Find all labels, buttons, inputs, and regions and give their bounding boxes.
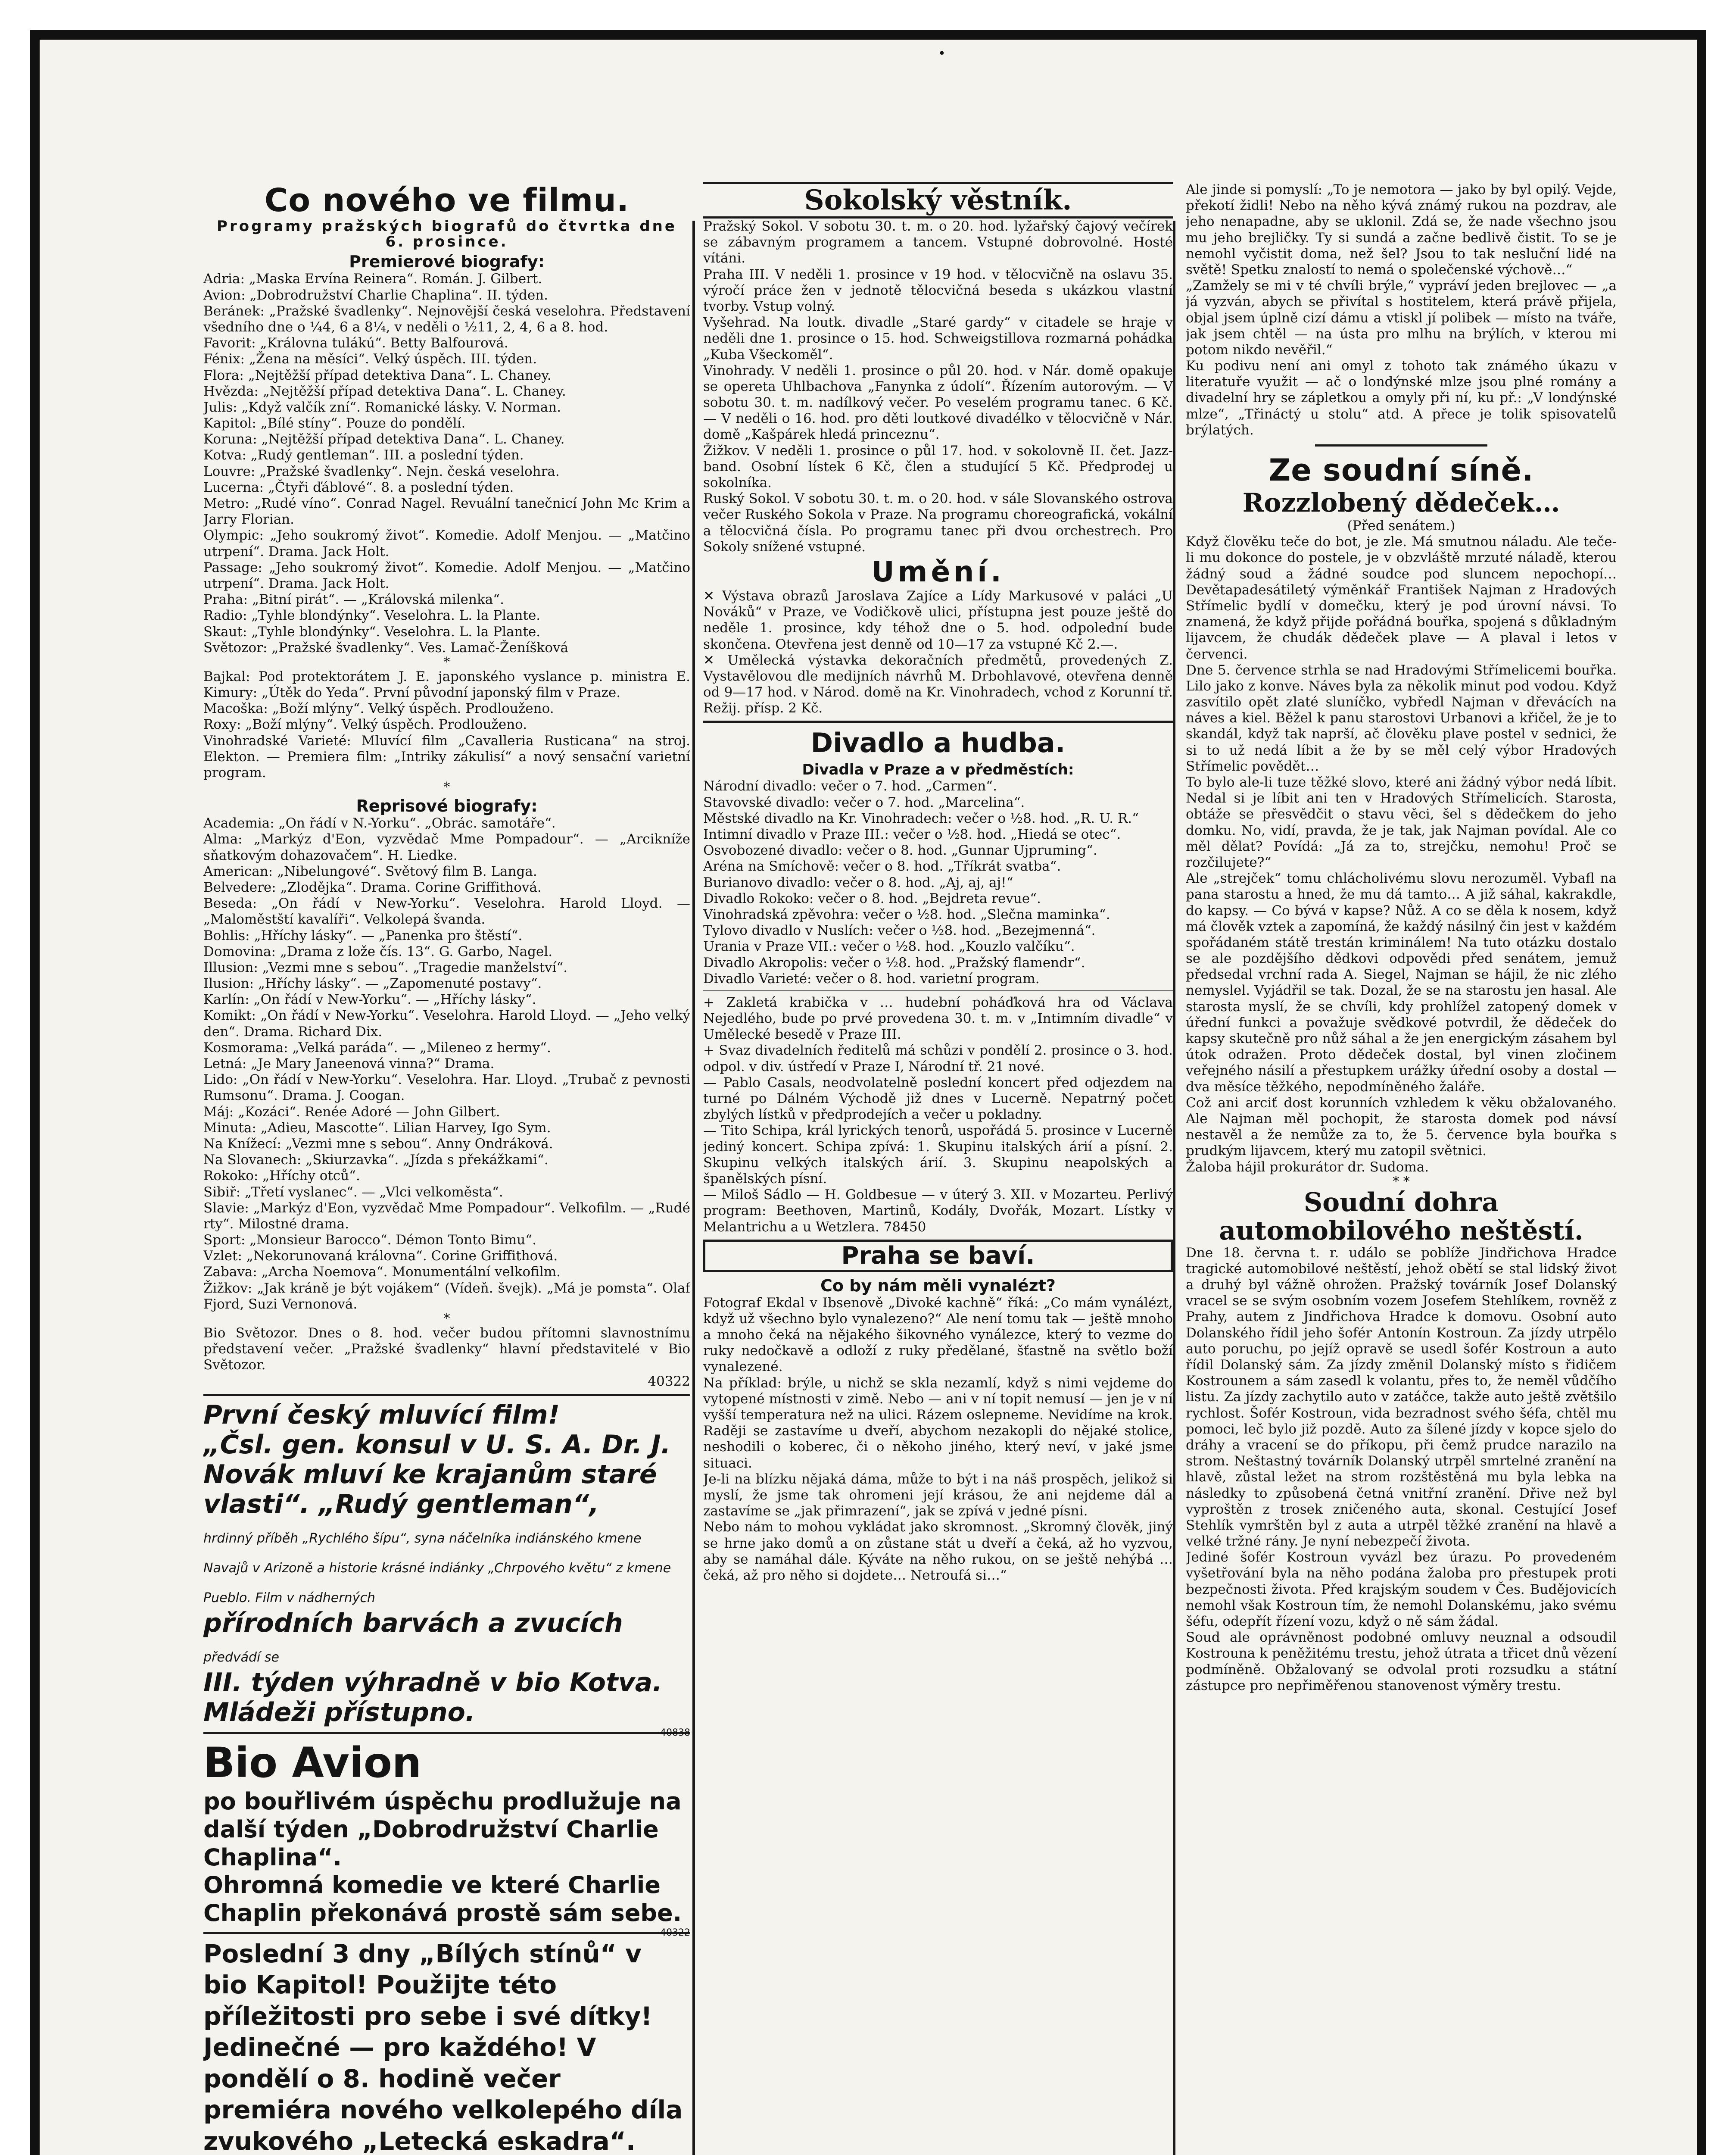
- list-item: Favorit: „Královna tulákú“. Betty Balfourová.: [203, 335, 508, 351]
- list-item: Illusion: „Vezmi mne s sebou“. „Tragedie manželství“.: [203, 959, 568, 975]
- separator-star: * *: [1393, 1174, 1410, 1189]
- ad-avion-line: Ohromná komedie ve které Charlie Chaplin překonává prostě sám sebe.: [203, 1871, 682, 1927]
- column-court: [1186, 182, 1617, 2155]
- divider: [203, 1932, 690, 1934]
- list-item: Ilusion: „Hříchy lásky“. — „Zapomenuté postavy“.: [203, 976, 542, 992]
- list-item: Minuta: „Adieu, Mascotte“. Lilian Harvey, Igo Sym.: [203, 1120, 551, 1136]
- list-item: Vinohradské Varieté: Mluvící film „Cavalleria Rusticana“ na stroj. Elekton. — Premiera film: „Intriky zákulisí“ a nový sensační varietní program.: [203, 733, 690, 781]
- list-item: Divadlo Rokoko: večer o 8. hod. „Bejdreta revue“.: [703, 890, 1041, 906]
- list-item: Roxy: „Boží mlýny“. Velký úspěch. Prodlouženo.: [203, 717, 527, 733]
- sokol-paragraph: Ruský Sokol. V sobotu 30. t. m. o 20. hod. v sále Slovanského ostrova večer Ruského Sokola v Praze. Na programu choreografická, vokální a tělocvičná čísla. Po programu tanec při dvou orchestrech. Pro Sokoly snížené vstupné.: [703, 491, 1173, 555]
- umeni-paragraph: ✕ Výstava obrazů Jaroslava Zajíce a Lídy Markusové v paláci „U Nováků“ v Praze, ve Vodičkově ulici, přístupna jest pouze ještě do neděle 1. prosince, kdy téhož dne o 5. hod. odpolední bude skončena. Otevřena jest denně od 10—17 za vstupné Kč 2.—.: [703, 588, 1173, 652]
- top-mark: •: [938, 46, 946, 61]
- music-paragraph: + Svaz divadelních ředitelů má schůzi v pondělí 2. prosince o 3. hod. odpol. v div. ústředí v Praze I, Národní tř. 21 nové.: [703, 1043, 1173, 1074]
- court-paragraph: Když člověku teče do bot, je zle. Má smutnou náladu. Ale teče-li mu dokonce do postele, je v obzvláště mrzuté náladě, kterou žádný soud a žádné soudce pod sluncem nepochopí… Devětapadesátiletý výměnkář František Najman z Hradových Střímelic bydlí v domečku, který je pod úrovní návsi. To znamená, že když přijde pořádná bouřka, spojená s důkladným lijavcem, že chudák dědeček plave — A plaval i letos v červenci.: [1186, 534, 1617, 662]
- divider: [203, 1732, 690, 1734]
- list-item: American: „Nibelungové“. Světový film B. Langa.: [203, 863, 537, 879]
- auto-paragraph: Jediné šofér Kostroun vyvázl bez úrazu. Po provedeném vyšetřování byla na něho podána žaloba pro přestupek proti bezpečnosti života. Před krajským soudem v Čes. Budějovicích nemohl však Kostroun tím, že nemohl Dolanskému, jako svému šéfu, odepřít řízení vozu, když o ně sám žádal.: [1186, 1549, 1617, 1629]
- ad-avion: [203, 1738, 690, 1938]
- list-item: Zabava: „Archa Noemova“. Monumentální velkofilm.: [203, 1264, 561, 1280]
- ad-kotva-youth: Mládeži přístupno.: [203, 1697, 475, 1727]
- sokol-paragraph: Vinohrady. V neděli 1. prosince o půl 20. hod. v Nár. domě opakuje se opereta Uhlbachova „Fanynka z údolí“. Řízením autorovým. — V sobotu 30. t. m. nadílkový večer. Po veselém programu tanec. 6 Kč. — V neděli o 16. hod. pro děti loutkové divadélko v tělocvičně v Nár. domě „Kašpárek hledá princeznu“.: [703, 362, 1173, 443]
- divider: [203, 1394, 690, 1396]
- list-item: Na Knížecí: „Vezmi mne s sebou“. Anny Ondráková.: [203, 1136, 553, 1152]
- auto-paragraph: Dne 18. června t. r. událo se poblíže Jindřichova Hradce tragické automobilové neštěstí, jehož obětí se stal lidský život a druhý byl vážně ohrožen. Pražský továrník Josef Dolanský vracel se se svým osobním vozem Josefem Stehlíkem, rovněž z Prahy, autem z Jindřichova Hradce k domovu. Osobní auto Dolanského řídil jeho šofér Antonín Kostroun. Za jízdy utrpělo auto poruchu, po jejíž opravě se usedl šofér Kostroun a auto řídil Dolanský sám. Za jízdy změnil Dolanský místo s řidičem Kostrounem a sám zasedl k volantu, přes to, že neměl vůdčího listu. Za jízdy zachytilo auto v zatáčce, takže auto ještě zvětšilo rychlost. Šofér Kostroun, vida bezradnost svého šéfa, chtěl mu pomoci, leč bylo již pozdě. Auto za šílené jízdy v kopce sjelo do dráhy a vracení se do příkopu, při čemž prudce narazilo na strom. Neštastný továrník Dolanský utrpěl smrtelné zranění na hlavě, zůstal ležet na strom rozštěstěná mu byla lebka na následky to způsobená četná vnitřní zranění. Dřive než byl vyproštěn z trosek zničeného auta, skonal. Cestující Josef Stehlík vymrštěn byl z auta a utrpěl těžké zranění na hlavě a velké tržné rány. Je nyní nebezpečí života.: [1186, 1245, 1617, 1549]
- list-item: Letná: „Je Mary Janeenová vinna?“ Drama.: [203, 1056, 495, 1071]
- list-item: Kosmorama: „Velká paráda“. — „Mileneo z hermy“.: [203, 1040, 551, 1056]
- list-item: Macoška: „Boží mlýny“. Velký úspěch. Prodlouženo.: [203, 701, 554, 717]
- list-item: Slavie: „Markýz d'Eon, vyzvědač Mme Pompadour“. Velkofilm. — „Rudé rty“. Milostné drama.: [203, 1200, 690, 1232]
- extra-list: [203, 669, 690, 781]
- premiere-list: [203, 271, 690, 656]
- ad-code: 40838: [660, 1727, 690, 1738]
- divadlo-title: Divadlo a hudba.: [810, 727, 1066, 759]
- intro-paragraph: „Zamžely se mi v té chvíli brýle,“ vypráví jeden brejlovec — „a já vyzván, abych se přivítal s hostitelem, která právě přijela, objal jsem úplně cizí dámu a vtiskl jí polibek — místo na tváře, jak jsem chtěl — na ústa pro mlhu na brýlích, v kterou mi potom nikdo nevěřil.“: [1186, 278, 1617, 358]
- divider: [1315, 444, 1487, 447]
- feuilleton-paragraph: Je-li na blízku nějaká dáma, může to být i na náš prospěch, jelikož si myslí, že jsme tak ohromeni její krásou, že ani nejdeme dál a zastavíme se „jak přimrazení“, jak se zpívá v jedné písni.: [703, 1471, 1173, 1519]
- list-item: Vzlet: „Nekorunovaná královna“. Corine Griffithová.: [203, 1248, 558, 1264]
- separator-star: *: [443, 1311, 450, 1326]
- film-title: Co nového ve filmu.: [264, 182, 630, 219]
- list-item: Belvedere: „Zlodějka“. Drama. Corine Griffithová.: [203, 879, 542, 895]
- ad-avion-line: po bouřlivém úspěchu prodlužuje na další týden „Dobrodružství Charlie Chaplina“.: [203, 1787, 682, 1871]
- list-item: Bajkal: Pod protektorátem J. E. japonského vyslance p. ministra E. Kimury: „Útěk do Yeda“. První původní japonský film v Praze.: [203, 668, 690, 701]
- list-item: Academia: „On řádí v N.-Yorku“. „Obrác. samotáře“.: [203, 815, 556, 831]
- list-item: Julis: „Když valčík zní“. Romanické lásky. V. Norman.: [203, 399, 561, 415]
- ad-kapitol-text: Poslední 3 dny „Bílých stínů“ v bio Kapitol! Použijte této příležitosti pro sebe i své dítky! Jedinečné — pro každého! V pondělí o 8. hodině večer premiéra nového velkolepého díla zvukového „Letecká eskadra“.: [203, 1939, 683, 2155]
- list-item: Kotva: „Rudý gentleman“. III. a poslední týden.: [203, 447, 524, 463]
- theatre-list: [703, 778, 1173, 987]
- list-item: Olympic: „Jeho soukromý život“. Komedie. Adolf Menjou. — „Matčino utrpení“. Drama. Jack Holt.: [203, 528, 690, 559]
- intro-paragraph: Ku podivu není ani omyl z tohoto tak známého úkazu v literatuře využit — ač o londýnské mlze jsou plné romány a divadelní hry se zápletkou a omyly při ní, ku př.: „V londýnské mlze“, „Třináctý u stolu“ atd. A přece je tolik spisovatelů brýlatých.: [1186, 358, 1617, 438]
- music-paragraph: — Pablo Casals, neodvolatelně poslední koncert před odjezdem na turné po Dálném Východě již dnes v Lucerně. Nepatrný počet zbylých lístků v předprodejích a večer u pokladny.: [703, 1074, 1173, 1123]
- list-item: Louvre: „Pražské švadlenky“. Nejn. česká veselohra.: [203, 463, 560, 479]
- auto-title: Soudní dohra automobilového neštěstí.: [1219, 1187, 1583, 1246]
- list-item: Aréna na Smíchově: večer o 8. hod. „Tříkrát svatba“.: [703, 859, 1061, 874]
- list-item: Skaut: „Tyhle blondýnky“. Veselohra. L. la Plante.: [203, 624, 541, 640]
- list-item: Domovina: „Drama z lože čís. 13“. G. Garbo, Nagel.: [203, 943, 553, 959]
- list-item: Lucerna: „Čtyři ďáblové“. 8. a poslední týden.: [203, 479, 514, 495]
- list-item: Rokoko: „Hříchy otců“.: [203, 1168, 360, 1184]
- sokol-paragraph: Praha III. V neděli 1. prosince v 19 hod. v tělocvičně na oslavu 35. výročí práce žen v jednotě tělocvičná beseda s ukázkou vlastní tvorby. Vstup volný.: [703, 266, 1173, 314]
- list-item: Urania v Praze VII.: večer o ½8. hod. „Kouzlo valčíku“.: [703, 939, 1075, 955]
- list-item: Praha: „Bitní pirát“. — „Královská milenka“.: [203, 592, 504, 608]
- court-senate: (Před senátem.): [1347, 518, 1455, 534]
- praha-se-bavi-title: Praha se baví.: [703, 1240, 1173, 1272]
- list-item: Radio: „Tyhle blondýnky“. Veselohra. L. la Plante.: [203, 608, 541, 624]
- separator-star: *: [443, 780, 450, 795]
- list-item: Divadlo Akropolis: večer o ½8. hod. „Pražský flamendr“.: [703, 955, 1085, 971]
- court-paragraph: Ale „strejček“ tomu chlácholivému slovu nerozuměl. Vybafl na pana starostu a hned, že mu dá tamto… A již sáhal, kakrakdle, do kapsy. — Co bývá v kapse? Nůž. A co se děla k nosem, když má člověk vztek a zapomíná, že každý násilný čin jest v každém spořádaném státě trestán kriminálem! Na tuto otázku dostalo se ale pozdějšího dědkovi odpovědi před senátem, jemuž předsedal vrchní rada A. Siegel, Najman se hájil, že nic zlého nemyslel. Vyjádřil se tak. Dozal, že se na starostu jen hasal. Ale starosta myslí, že se chvíli, kdy prohlížel zatopený domek v úřední funkci a považuje svědkové potvrdil, že dědeček do kapsy skutečně pro nůž sáhal a že jen energickým zásahem byl útok odražen. Proto dědeček dostal, byl vinen zločinem veřejného násilí a přestupkem urážky úřední osoby a dostal — dva měsíce těžkého, nepodmíněného žaláře.: [1186, 871, 1617, 1095]
- feuilleton-title: Co by nám měli vynalézt?: [820, 1276, 1056, 1295]
- list-item: Máj: „Kozáci“. Renée Adoré — John Gilbert.: [203, 1104, 500, 1120]
- intro-paragraph: Ale jinde si pomyslí: „To je nemotora — jako by byl opilý. Vejde, překotí židli! Nebo na něho kývá známý rukou na pozdrav, ale jeho nenapadne, aby se uklonil. Zdá se, že nade všechno jsou mu jeho brejličky. Ty si sundá a začne bedlivě čistit. To se je nemohl vyčistit doma, než šel? Jsou to tak nesluční lidé na světě! Spetku znalostí to nemá o společenské výchově…“: [1186, 182, 1617, 278]
- ad-avion-title: Bio Avion: [203, 1738, 422, 1787]
- ad-kotva-line: „Čsl. gen. konsul v U. S. A. Dr. J. Novák mluví ke krajanům staré vlasti“. „Rudý gentleman“,: [203, 1429, 671, 1519]
- music-paragraph: — Miloš Sádlo — H. Goldbesue — v úterý 3. XII. v Mozarteu. Perlivý program: Beethoven, Martinů, Kodály, Dvořák, Mozart. Lístky v Melantrichu a u Wetzlera. 78450: [703, 1187, 1173, 1235]
- ad-kotva-small: hrdinný příběh „Rychlého šípu“, syna náčelníka indiánského kmene Navajů v Arizoně a historie krásné indiánky „Chrpového květu“ z kmene Pueblo. Film v nádherných: [203, 1530, 671, 1605]
- list-item: Burianovo divadlo: večer o 8. hod. „Aj, aj, aj!“: [703, 874, 1013, 890]
- umeni-title: Umění.: [871, 555, 1005, 588]
- list-item: Alma: „Markýz d'Eon, vyzvědač Mme Pompadour“. — „Arcikníže sňatkovým dohazovačem“. H. Liedke.: [203, 831, 690, 863]
- list-item: Sibiř: „Třetí vyslanec“. — „Vlci velkoměsta“.: [203, 1184, 503, 1200]
- list-item: Divadlo Varieté: večer o 8. hod. varietní program.: [703, 971, 1040, 987]
- notice-code: 40322: [648, 1373, 690, 1389]
- list-item: Karlín: „On řádí v New-Yorku“. — „Hříchy lásky“.: [203, 992, 536, 1008]
- ad-kotva-small-end: předvádí se: [203, 1649, 280, 1665]
- separator-star: *: [443, 654, 450, 670]
- list-item: Vinohradská zpěvohra: večer o ½8. hod. „Slečna maminka“.: [703, 906, 1110, 922]
- court-paragraph: Dne 5. července strhla se nad Hradovými Střímelicemi bouřka. Lilo jako z konve. Náves byla za několik minut pod vodou. Když zasvítilo opět zlaté sluníčko, vybředl Najman v dřevácích na náves a kiel. Běžel k panu starostovi Urbanovi a křičel, že je to skandál, když tak naprší, ač člověku plave postel v sednici, že si to už nedá líbit a že by se měl celý výbor Hradových Střímelic povědět…: [1186, 662, 1617, 774]
- list-item: Flora: „Nejtěžší případ detektiva Dana“. L. Chaney.: [203, 367, 552, 383]
- reprise-heading: Reprisové biografy:: [356, 796, 538, 816]
- list-item: Adria: „Maska Ervína Reinera“. Román. J. Gilbert.: [203, 271, 542, 287]
- feuilleton-paragraph: Nebo nám to mohou vykládat jako skromnost. „Skromný člověk, jiný se hrne jako domů a on zůstane stát u dveří a čeká, až ho vyzvou, aby se namáhal dále. Kýváte na něho rukou, on se ještě nehýbá … čeká, až pro něho si dojdete… Netroufá si…“: [703, 1519, 1173, 1583]
- ad-code: 40322: [660, 1927, 690, 1938]
- court-title: Ze soudní síně.: [1268, 453, 1534, 488]
- sokol-paragraph: Vyšehrad. Na loutk. divadle „Staré gardy“ v citadele se hraje v neděli dne 1. prosince o 15. hod. Schweigstillova rozmarná pohádka „Kuba Všeckoměl“.: [703, 315, 1173, 362]
- list-item: Národní divadlo: večer o 7. hod. „Carmen“.: [703, 778, 997, 794]
- list-item: Kapitol: „Bílé stíny“. Pouze do pondělí.: [203, 415, 466, 431]
- list-item: Intimní divadlo v Praze III.: večer o ½8. hod. „Hiedá se otec“.: [703, 827, 1121, 842]
- list-item: Městské divadlo na Kr. Vinohradech: večer o ½8. hod. „R. U. R.“: [703, 810, 1139, 826]
- divider: [703, 721, 1173, 723]
- list-item: Osvobozené divadlo: večer o 8. hod. „Gunnar Ujpruming“.: [703, 843, 1097, 859]
- list-item: Komikt: „On řádí v New-Yorku“. Veselohra. Harold Lloyd. — „Jeho velký den“. Drama. Richard Dix.: [203, 1008, 690, 1040]
- list-item: Bohlis: „Hříchy lásky“. — „Panenka pro štěstí“.: [203, 928, 523, 943]
- svetozor-notice: Bio Světozor. Dnes o 8. hod. večer budou přítomni slavnostnímu představení večer. „Pražské švadlenky“ hlavní představitelé v Bio Světozor.: [203, 1325, 690, 1373]
- list-item: Světozor: „Pražské švadlenky“. Ves. Lamač-Ženíšková: [203, 640, 569, 656]
- film-subtitle: Programy pražských biografů do čtvrtka dne 6. prosince.: [217, 218, 677, 250]
- list-item: Žižkov: „Jak kráně je být vojákem“ (Vídeň. švejk). „Má je pomsta“. Olaf Fjord, Suzi Vernonová.: [203, 1280, 690, 1312]
- divadlo-subtitle: Divadla v Praze a v předměstích:: [802, 761, 1074, 779]
- ad-kotva: [203, 1399, 690, 1738]
- sokol-title: Sokolský věstník.: [703, 182, 1173, 219]
- auto-paragraph: Soud ale oprávněnost podobné omluvy neuznal a odsoudil Kostrouna k peněžitému trestu, jehož útrata a třicet dnů vězení podmíněně. Obžalovaný se odvolal proti rozsudku a státní zástupce pro nepřiměřenou stanovenost výměry trestu.: [1186, 1630, 1617, 1693]
- court-subtitle: Rozzlobený dědeček…: [1242, 488, 1560, 518]
- divider: [703, 990, 1173, 991]
- list-item: Koruna: „Nejtěžší případ detektiva Dana“. L. Chaney.: [203, 431, 565, 447]
- column-rule-1: [692, 221, 695, 2155]
- ad-kotva-week: III. týden výhradně v bio Kotva.: [203, 1667, 663, 1698]
- list-item: Metro: „Rudé víno“. Conrad Nagel. Revuální tanečnicí John Mc Krim a Jarry Florian.: [203, 496, 690, 528]
- premiere-heading: Premierové biografy:: [349, 252, 545, 272]
- list-item: Lido: „On řádí v New-Yorku“. Veselohra. Har. Lloyd. „Trubač z pevnosti Rumsonu“. Drama. J. Coogan.: [203, 1072, 690, 1104]
- list-item: Beránek: „Pražské švadlenky“. Nejnovější česká veselohra. Představení všedního dne o ¼4, 6 a 8¼, v neděli o ½11, 2, 4, 6 a 8. hod.: [203, 303, 690, 335]
- list-item: Passage: „Jeho soukromý život“. Komedie. Adolf Menjou. — „Matčino utrpení“. Drama. Jack Holt.: [203, 559, 690, 591]
- feuilleton-paragraph: Fotograf Ekdal v Ibsenově „Divoké kachně“ říká: „Co mám vynálézt, když už všechno bylo vynalezeno?“ Ale není tomu tak — ještě mnoho a mnoho čeká na nějakého šikovného vynálezce, který to vezme do ruky nedočkavě a odloží z ruky předělané, šťastně na světlo boží vynalezené.: [703, 1295, 1173, 1375]
- list-item: Na Slovanech: „Skiurzavka“. „Jízda s překážkami“.: [203, 1152, 549, 1168]
- list-item: Tylovo divadlo v Nuslích: večer o ½8. hod. „Bezejmenná“.: [703, 923, 1096, 939]
- column-film: [203, 182, 690, 2155]
- list-item: Hvězda: „Nejtěžší případ detektiva Dana“. L. Chaney.: [203, 383, 566, 399]
- column-sokol-arts: [703, 182, 1173, 2155]
- list-item: Sport: „Monsieur Barocco“. Démon Tonto Bimu“.: [203, 1232, 536, 1248]
- court-paragraph: Což ani arciť dost korunních vzhledem k věku obžalovaného. Ale Najman měl pochopit, že starosta domek pod návsí nestavěl a že nemůže za to, že 5. července byla bouřka s prudkým lijavcem, který mu zatopil světnici.: [1186, 1095, 1617, 1159]
- ad-kotva-colors: přírodních barvách a zvucích: [203, 1608, 623, 1638]
- sokol-paragraph: Pražský Sokol. V sobotu 30. t. m. o 20. hod. lyžařský čajový večírek se zábavným programem a tancem. Vstupné dobrovolné. Hosté vítáni.: [703, 219, 1173, 266]
- court-paragraph: To bylo ale-li tuze těžké slovo, které ani žádný výbor nedá líbit. Nedal si je líbit ani ten v Hradových Střímelicích. Starosta, obtáže se přesvědčit o stavu věci, šel s dědečkem do jeho domku. No, vidí, pravda, že je tak, jak Najman povídal. Ale co měl dělat? Povídá: „Já za to, strejčku, nemohu! Proč se rozčilujete?“: [1186, 775, 1617, 870]
- music-paragraph: — Tito Schipa, král lyrických tenorů, uspořádá 5. prosince v Lucerně jediný koncert. Schipa zpívá: 1. Skupinu italských árií a písní. 2. Skupinu velkých italských árií. 3. Skupinu neapolských a španělských písní.: [703, 1123, 1173, 1187]
- feuilleton-paragraph: Na příklad: brýle, u nichž se skla nezamlí, když s nimi vejdeme do vytopené místnosti v zimě. Nebo — ani v ní topit nemusí — jen je v ní vyšší temperatura než na ulici. Rázem oslepneme. Nevidíme na krok. Raději se zastavíme u dveří, abychom nezakopli do nějaké stolice, neshodili o koberec, či o někoho jiného, který neví, v jaké jsme situaci.: [703, 1375, 1173, 1471]
- ad-kotva-line: První český mluvící film!: [203, 1399, 560, 1430]
- list-item: Avion: „Dobrodružství Charlie Chaplina“. II. týden.: [203, 287, 549, 303]
- music-paragraph: + Zakletá krabička v … hudební poháďková hra od Václava Nejedlého, bude po prvé provedena 30. t. m. v „Intimním divadle“ v Umělecké besedě v Praze III.: [703, 994, 1173, 1043]
- court-paragraph: Žaloba hájil prokurátor dr. Sudoma.: [1186, 1159, 1429, 1175]
- sokol-paragraph: Žižkov. V neděli 1. prosince o půl 17. hod. v sokolovně II. čet. Jazz-band. Osobní lístek 6 Kč, člen a studující 5 Kč. Předprodej u sokolníka.: [703, 443, 1173, 490]
- list-item: Stavovské divadlo: večer o 7. hod. „Marcelina“.: [703, 794, 1025, 810]
- list-item: Fénix: „Žena na měsíci“. Velký úspěch. III. týden.: [203, 351, 537, 367]
- reprise-list: [203, 815, 690, 1312]
- list-item: Beseda: „On řádí v New-Yorku“. Veselohra. Harold Lloyd. — „Maloměstští kavalíři“. Velkolepá švanda.: [203, 896, 690, 928]
- ad-kapitol: [203, 1938, 690, 2155]
- umeni-paragraph: ✕ Umělecká výstavka dekoračních předmětů, provedených Z. Vystavělovou dle medijních návrhů M. Drbohlavové, otevřena denně od 9—17 hod. v Národ. domě na Kr. Vinohradech, vchod z Korunní tř. Režij. přísp. 2 Kč.: [703, 652, 1173, 716]
- newspaper-page: [30, 30, 1706, 2155]
- column-rule-2: [1173, 221, 1175, 2155]
